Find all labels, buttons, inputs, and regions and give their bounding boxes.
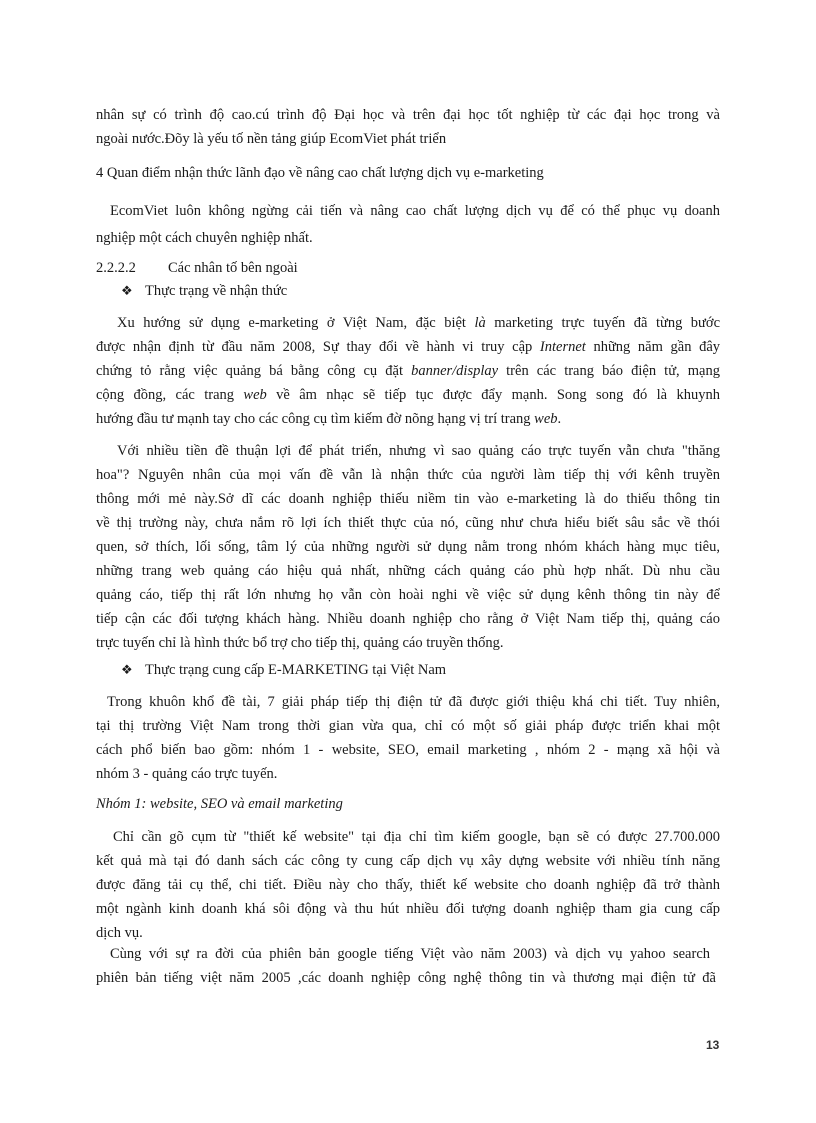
subsection-title: Các nhân tố bên ngoài bbox=[168, 260, 298, 276]
paragraph-line: quen, sở thích, lối sống, tâm lý của những người sử dụng nằm trong nhóm khách hàng mục tiêu, bbox=[96, 539, 720, 555]
paragraph-line: về thị trường này, chưa nắm rõ lợi ích thiết thực của nó, cũng như chưa hiểu biết sâu sắc về thói bbox=[96, 515, 720, 531]
paragraph-line: những trang web quảng cáo hiệu quả nhất, những cách quảng cáo phù hợp nhất. Dù nhu cầu bbox=[96, 563, 720, 579]
paragraph-line: nhân sự có trình độ cao.cú trình độ Đại học và trên đại học tốt nghiệp từ các đại học trong và bbox=[96, 107, 720, 123]
paragraph-line: dịch vụ. bbox=[96, 925, 143, 941]
paragraph-line: Trong khuôn khổ đề tài, 7 giải pháp tiếp thị điện tử đã được giới thiệu khá chi tiết. Tuy nhiên, bbox=[107, 694, 720, 710]
paragraph-line: Chỉ cần gõ cụm từ "thiết kế website" tại địa chỉ tìm kiếm google, bạn sẽ có được 27.700.000 bbox=[113, 829, 720, 845]
subsection-number: 2.2.2.2 bbox=[96, 260, 136, 276]
paragraph-line: kết quả mà tại đó danh sách các công ty cung cấp dịch vụ xây dựng website với nhiều tính năng bbox=[96, 853, 720, 869]
paragraph-line: Với nhiều tiền đề thuận lợi để phát triển, nhưng vì sao quảng cáo trực tuyến vẫn chưa "thăng bbox=[117, 443, 720, 459]
paragraph-line: nghiệp một cách chuyên nghiệp nhất. bbox=[96, 230, 313, 246]
paragraph-line: hướng đầu tư mạnh tay cho các công cụ tìm kiếm đờ nõng hạng vị trí trang web. bbox=[96, 411, 562, 427]
bullet-heading: Thực trạng về nhận thức bbox=[145, 283, 288, 299]
bullet-heading: Thực trạng cung cấp E-MARKETING tại Việt Nam bbox=[145, 662, 447, 678]
paragraph-line: được đăng tải cụ thể, chi tiết. Điều này cho thấy, thiết kế website cho doanh nghiệp đã trở thành bbox=[96, 877, 720, 893]
paragraph-line: Xu hướng sử dụng e-marketing ở Việt Nam, đặc biệt là marketing trực tuyến đã từng bước bbox=[117, 315, 721, 331]
paragraph-line: chứng tỏ rằng việc quảng bá bằng công cụ đặt banner/display trên các trang báo điện tử, mạng bbox=[96, 363, 720, 379]
paragraph-line: Cùng với sự ra đời của phiên bản google tiếng Việt vào năm 2003) và dịch vụ yahoo search bbox=[110, 946, 710, 962]
paragraph-line: tiếp cận các đối tượng khách hàng. Nhiều doanh nghiệp cho rằng ở Việt Nam tiếp thị, quảng cáo bbox=[96, 611, 720, 627]
paragraph-line: EcomViet luôn không ngừng cải tiến và nâng cao chất lượng dịch vụ để có thể phục vụ doanh bbox=[110, 203, 720, 219]
paragraph-line: hoa"? Nguyên nhân của mọi vấn đề vẫn là nhận thức của người làm tiếp thị với kênh truyền bbox=[96, 467, 720, 483]
group-title: Nhóm 1: website, SEO và email marketing bbox=[96, 796, 343, 812]
section-heading: 4 Quan điểm nhận thức lãnh đạo về nâng cao chất lượng dịch vụ e-marketing bbox=[96, 165, 544, 181]
bullet-icon: ❖ bbox=[121, 662, 133, 677]
paragraph-line: phiên bản tiếng việt năm 2005 ,các doanh nghiệp công nghệ thông tin và thương mại điện tử đã bbox=[96, 970, 716, 986]
paragraph-line: cách phổ biến bao gồm: nhóm 1 - website, SEO, email marketing , nhóm 2 - mạng xã hội và bbox=[96, 742, 720, 758]
paragraph-line: thông mới mẻ này.Sở dĩ các doanh nghiệp thiếu niềm tin vào e-marketing là do thiếu thông tin bbox=[96, 491, 720, 507]
page-number: 13 bbox=[706, 1038, 720, 1052]
paragraph-line: cộng đồng, các trang web về âm nhạc sẽ tiếp tục được đẩy mạnh. Song song đó là khuynh bbox=[96, 387, 720, 403]
bullet-icon: ❖ bbox=[121, 283, 133, 298]
paragraph-line: một ngành kinh doanh khá sôi động và thu hút nhiều đối tượng doanh nghiệp tham gia cung cấp bbox=[96, 901, 720, 917]
paragraph-line: trực tuyến chỉ là hình thức bổ trợ cho tiếp thị, quảng cáo truyền thống. bbox=[96, 635, 504, 651]
paragraph-line: nhóm 3 - quảng cáo trực tuyến. bbox=[96, 766, 278, 782]
paragraph-line: ngoài nước.Đõy là yếu tố nền tảng giúp EcomViet phát triển bbox=[96, 131, 447, 147]
paragraph-line: được nhận định từ đầu năm 2008, Sự thay đổi về hành vi truy cập Internet những năm gần đây bbox=[96, 339, 721, 355]
paragraph-line: tại thị trường Việt Nam trong thời gian vừa qua, chỉ có một số giải pháp được triển khai một bbox=[96, 718, 720, 734]
paragraph-line: quảng cáo, tiếp thị rất lớn nhưng họ vẫn còn hoài nghi về việc sử dụng kênh thông tin này để bbox=[96, 587, 720, 603]
